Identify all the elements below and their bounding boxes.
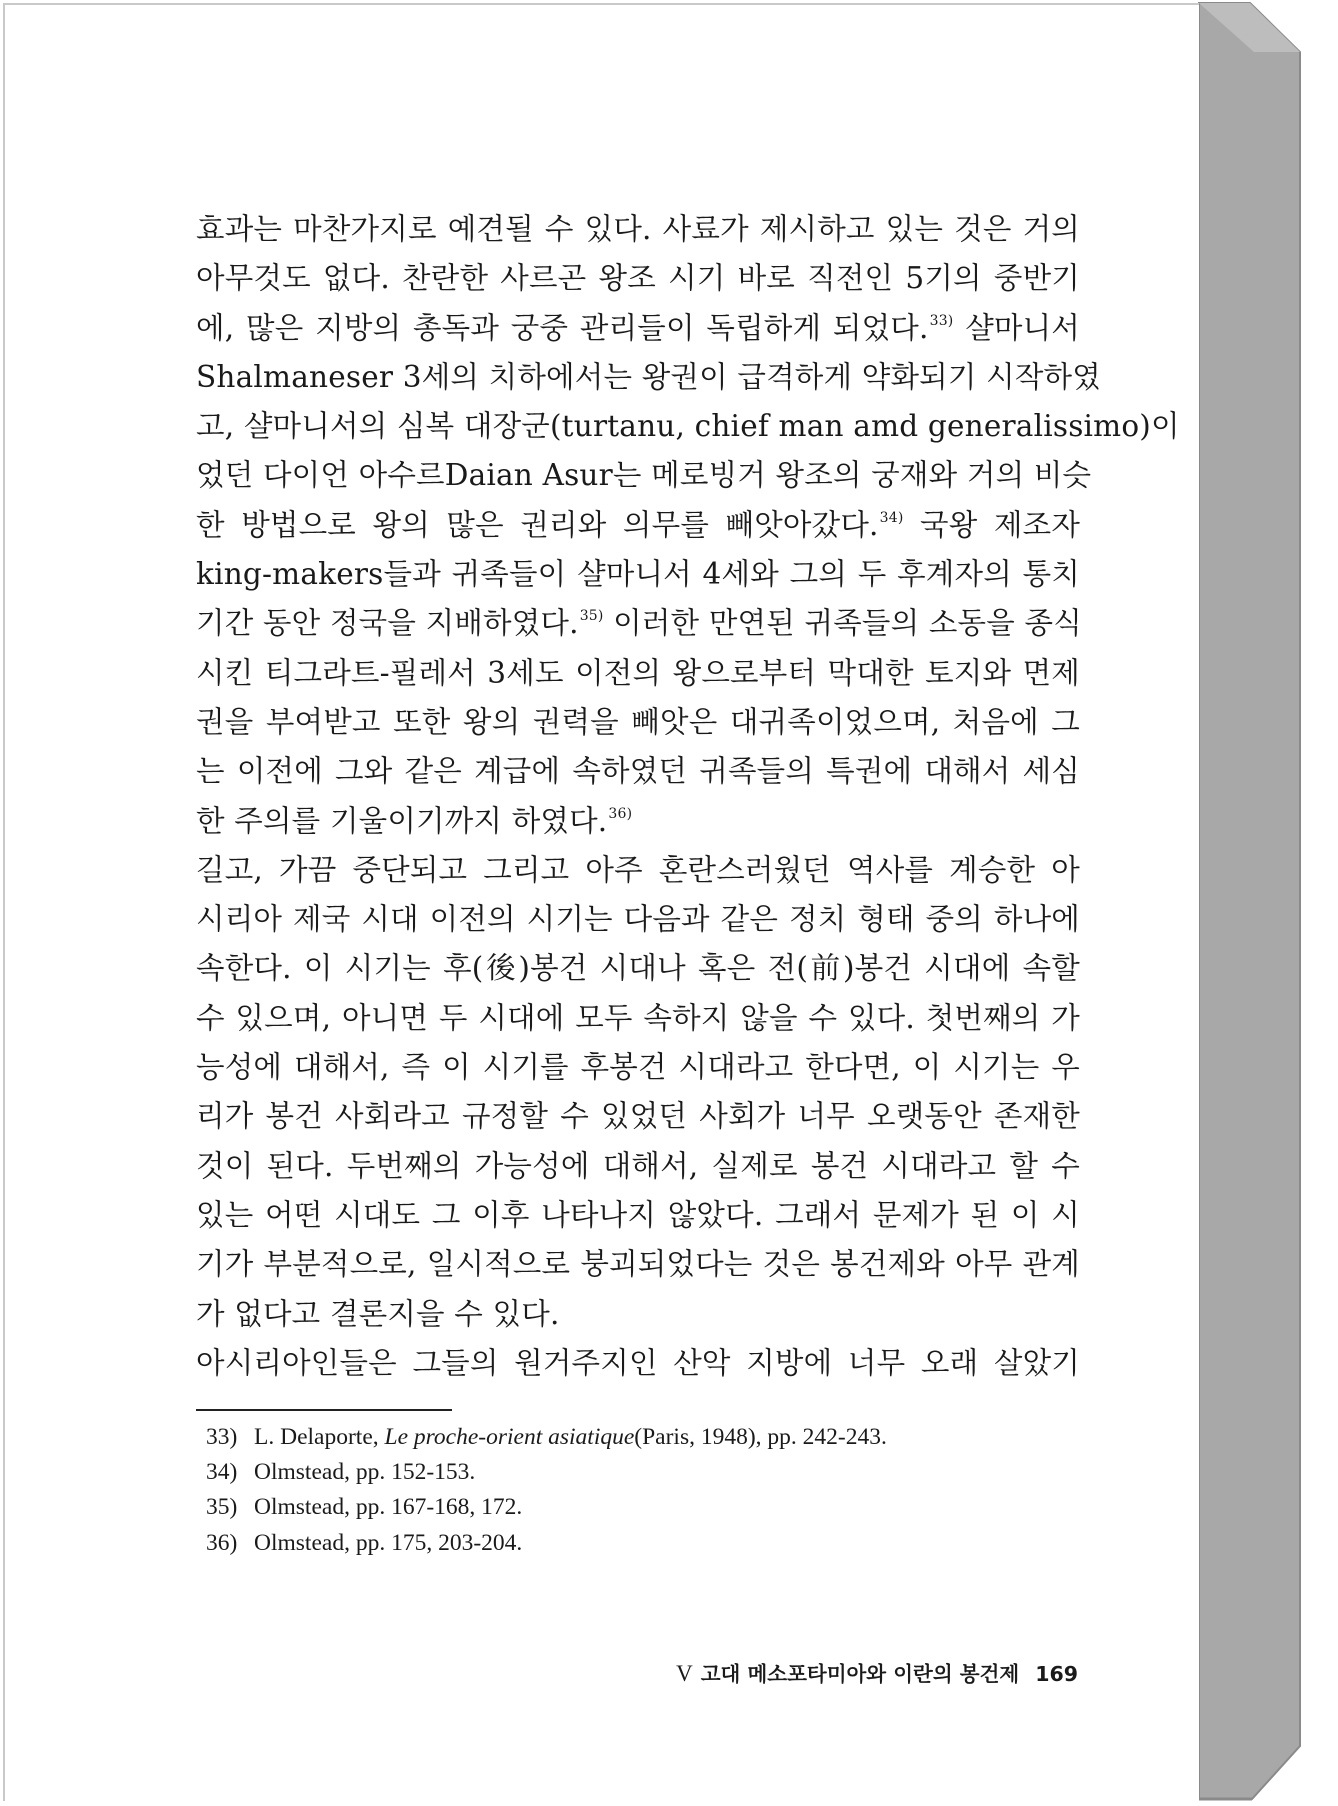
- footnote-text: L. Delaporte,: [254, 1424, 385, 1450]
- footnote-divider: [196, 1409, 452, 1411]
- text-line: 속한다. 이 시기는 후(後)봉건 시대나 혹은 전(前)봉건 시대에 속할: [196, 951, 1080, 986]
- text-line: 시킨 티그라트-필레서 3세도 이전의 왕으로부터 막대한 토지와 면제: [196, 655, 1080, 690]
- footnote-ref: 36): [608, 805, 633, 822]
- text-line: 리가 봉건 사회라고 규정할 수 있었던 사회가 너무 오랫동안 존재한: [196, 1099, 1080, 1134]
- text-line: king-makers들과 귀족들이 샬마니서 4세와 그의 두 후계자의 통치: [196, 557, 1080, 592]
- body-text: [196, 205, 1180, 1388]
- footnote-ref: 35): [579, 608, 604, 625]
- text-segment: 기간 동안 정국을 지배하였다.: [196, 606, 579, 641]
- footnote-number: 36): [206, 1529, 238, 1556]
- text-segment: 한 방법으로 왕의 많은 권리와 의무를 빼앗아갔다.: [196, 507, 879, 542]
- chapter-number: V: [676, 1661, 693, 1686]
- running-footer: [600, 1657, 1078, 1687]
- text-segment: 한 주의를 기울이기까지 하였다.: [196, 803, 608, 838]
- footnote-text: Olmstead, pp. 175, 203-204.: [254, 1529, 523, 1556]
- text-line: 것이 된다. 두번째의 가능성에 대해서, 실제로 봉건 시대라고 할 수: [196, 1148, 1080, 1183]
- footnote-ref: 34): [879, 509, 904, 526]
- footnote-text: Olmstead, pp. 167-168, 172.: [254, 1494, 523, 1521]
- footnote-text: (Paris, 1948), pp. 242-243.: [634, 1424, 887, 1450]
- text-line: 었던 다이언 아수르Daian Asur는 메로빙거 왕조의 궁재와 거의 비슷: [196, 458, 1092, 493]
- text-line: 시리아 제국 시대 이전의 시기는 다음과 같은 정치 형태 중의 하나에: [196, 902, 1080, 937]
- text-line: 길고, 가끔 중단되고 그리고 아주 혼란스러웠던 역사를 계승한 아: [196, 852, 1080, 887]
- text-segment: 샬마니서: [965, 310, 1081, 345]
- text-line: 아무것도 없다. 찬란한 사르곤 왕조 시기 바로 직전인 5기의 중반기: [196, 261, 1080, 296]
- page-number: 169: [1035, 1662, 1078, 1686]
- footnote-title: Le proche-orient asiatique: [384, 1424, 635, 1450]
- text-line: Shalmaneser 3세의 치하에서는 왕권이 급격하게 약화되기 시작하였: [196, 359, 1101, 394]
- footnote: [206, 1490, 1106, 1525]
- text-segment: 국왕 제조자: [920, 507, 1081, 542]
- footnote: [206, 1455, 1106, 1490]
- text-line: 있는 어떤 시대도 그 이후 나타나지 않았다. 그래서 문제가 된 이 시: [196, 1197, 1080, 1232]
- text-line: [196, 599, 1080, 648]
- text-line: 고, 샬마니서의 심복 대장군(turtanu, chief man amd generalissimo)이: [196, 409, 1180, 444]
- text-line: 능성에 대해서, 즉 이 시기를 후봉건 시대라고 한다면, 이 시기는 우: [196, 1050, 1080, 1085]
- text-line: [196, 501, 1080, 550]
- footnote-number: 33): [206, 1424, 238, 1450]
- text-line: 수 있으며, 아니면 두 시대에 모두 속하지 않을 수 있다. 첫번째의 가: [196, 1000, 1080, 1035]
- footnote-number: 35): [206, 1494, 238, 1521]
- footnotes: [206, 1420, 1106, 1561]
- text-line: 아시리아인들은 그들의 원거주지인 산악 지방에 너무 오래 살았기: [196, 1345, 1080, 1380]
- chapter-title: 고대 메소포타미아와 이란의 봉건제: [700, 1662, 1020, 1686]
- text-line: [196, 304, 1080, 353]
- text-line: 효과는 마찬가지로 예견될 수 있다. 사료가 제시하고 있는 것은 거의: [196, 212, 1080, 246]
- footnote-text: Olmstead, pp. 152-153.: [254, 1459, 476, 1486]
- text-segment: 에, 많은 지방의 총독과 궁중 관리들이 독립하게 되었다.: [196, 310, 929, 345]
- text-line: 는 이전에 그와 같은 계급에 속하였던 귀족들의 특권에 대해서 세심: [196, 754, 1080, 789]
- text-line: 가 없다고 결론지을 수 있다.: [196, 1296, 560, 1331]
- text-line: 기가 부분적으로, 일시적으로 붕괴되었다는 것은 봉건제와 아무 관계: [196, 1247, 1080, 1282]
- text-line: [196, 797, 1080, 846]
- footnote-number: 34): [206, 1459, 238, 1486]
- footnote: [206, 1420, 1106, 1455]
- text-segment: 이러한 만연된 귀족들의 소동을 종식: [613, 606, 1082, 641]
- footnote: [206, 1526, 1106, 1561]
- footnote-ref: 33): [929, 312, 954, 329]
- text-line: 권을 부여받고 또한 왕의 권력을 빼앗은 대귀족이었으며, 처음에 그: [196, 704, 1080, 739]
